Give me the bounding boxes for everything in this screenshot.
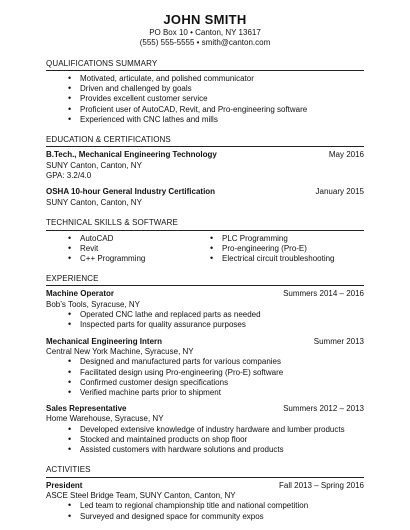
entry-date: May 2016 xyxy=(328,150,364,160)
list-item: • Driven and challenged by goals xyxy=(68,84,364,94)
entry-date: January 2015 xyxy=(315,187,364,197)
list-item: • Motivated, articulate, and polished communicator xyxy=(68,74,364,84)
organization: ASCE Steel Bridge Team, SUNY Canton, Canton, NY xyxy=(46,491,236,501)
activity-role: President xyxy=(46,480,83,490)
duties-list xyxy=(46,310,364,330)
experience-section xyxy=(46,274,364,455)
job-title: Mechanical Engineering Intern xyxy=(46,336,163,346)
job-title: Machine Operator xyxy=(46,289,115,299)
activity-entry xyxy=(46,481,364,522)
section-title: ACTIVITIES xyxy=(46,465,364,477)
duties-list xyxy=(46,425,364,455)
qualifications-list xyxy=(46,74,364,125)
activity-list xyxy=(46,501,364,521)
list-item: • AutoCAD xyxy=(68,234,210,244)
candidate-name: JOHN SMITH xyxy=(163,12,247,27)
entry-date: Fall 2013 – Spring 2016 xyxy=(279,480,364,490)
list-item: • Developed extensive knowledge of industry hardware and lumber products xyxy=(68,425,364,435)
experience-entry xyxy=(46,289,364,330)
contact-line: (555) 555-5555 • smith@canton.com xyxy=(139,38,271,48)
list-item: • Facilitated design using Pro-engineering (Pro-E) software xyxy=(68,368,364,378)
entry-date: Summer 2013 xyxy=(313,336,364,346)
list-item: • C++ Programming xyxy=(68,254,210,264)
school-name: SUNY Canton, Canton, NY xyxy=(46,160,142,170)
experience-entry xyxy=(46,337,364,398)
list-item: • Led team to regional championship title and national competition xyxy=(68,501,364,511)
section-title: EDUCATION & CERTIFICATIONS xyxy=(46,135,364,147)
list-item: • Electrical circuit troubleshooting xyxy=(210,254,335,264)
certification-title: OSHA 10-hour General Industry Certification xyxy=(46,187,216,197)
address-line: PO Box 10 • Canton, NY 13617 xyxy=(149,27,261,37)
list-item: • Designed and manufactured parts for various companies xyxy=(68,357,364,367)
employer: Central New York Machine, Syracuse, NY xyxy=(46,346,194,356)
section-title: EXPERIENCE xyxy=(46,274,364,286)
school-name: SUNY Canton, Canton, NY xyxy=(46,197,142,207)
skills-columns xyxy=(46,234,364,264)
education-entry xyxy=(46,187,364,208)
list-item: • Proficient user of AutoCAD, Revit, and Pro-engineering software xyxy=(68,105,364,115)
list-item: • Inspected parts for quality assurance purposes xyxy=(68,320,364,330)
list-item: • Confirmed customer design specifications xyxy=(68,378,364,388)
resume-header xyxy=(46,0,364,49)
list-item: • Revit xyxy=(68,244,210,254)
qualifications-section xyxy=(46,59,364,125)
activities-section xyxy=(46,465,364,521)
gpa: GPA: 3.2/4.0 xyxy=(46,171,92,181)
entry-date: Summers 2014 – 2016 xyxy=(283,289,364,299)
section-title: QUALIFICATIONS SUMMARY xyxy=(46,59,364,71)
list-item: • Verified machine parts prior to shipment xyxy=(68,388,364,398)
skills-column-1 xyxy=(68,234,210,264)
degree-title: B.Tech., Mechanical Engineering Technology xyxy=(46,150,217,160)
list-item: • Surveyed and designed space for community expos xyxy=(68,512,364,522)
list-item: • Operated CNC lathe and replaced parts as needed xyxy=(68,310,364,320)
list-item: • Experienced with CNC lathes and mills xyxy=(68,115,364,125)
list-item: • PLC Programming xyxy=(210,234,335,244)
employer: Home Warehouse, Syracuse, NY xyxy=(46,414,164,424)
list-item: • Assisted customers with hardware solutions and products xyxy=(68,445,364,455)
skills-column-2 xyxy=(210,234,335,264)
education-section xyxy=(46,135,364,208)
skills-section xyxy=(46,218,364,264)
entry-date: Summers 2012 – 2013 xyxy=(283,403,364,413)
employer: Bob’s Tools, Syracuse, NY xyxy=(46,299,140,309)
list-item: • Provides excellent customer service xyxy=(68,94,364,104)
list-item: • Pro-engineering (Pro-E) xyxy=(210,244,335,254)
education-entry xyxy=(46,150,364,181)
duties-list xyxy=(46,357,364,398)
section-title: TECHNICAL SKILLS & SOFTWARE xyxy=(46,218,364,230)
list-item: • Stocked and maintained products on shop floor xyxy=(68,435,364,445)
job-title: Sales Representative xyxy=(46,403,127,413)
experience-entry xyxy=(46,404,364,455)
